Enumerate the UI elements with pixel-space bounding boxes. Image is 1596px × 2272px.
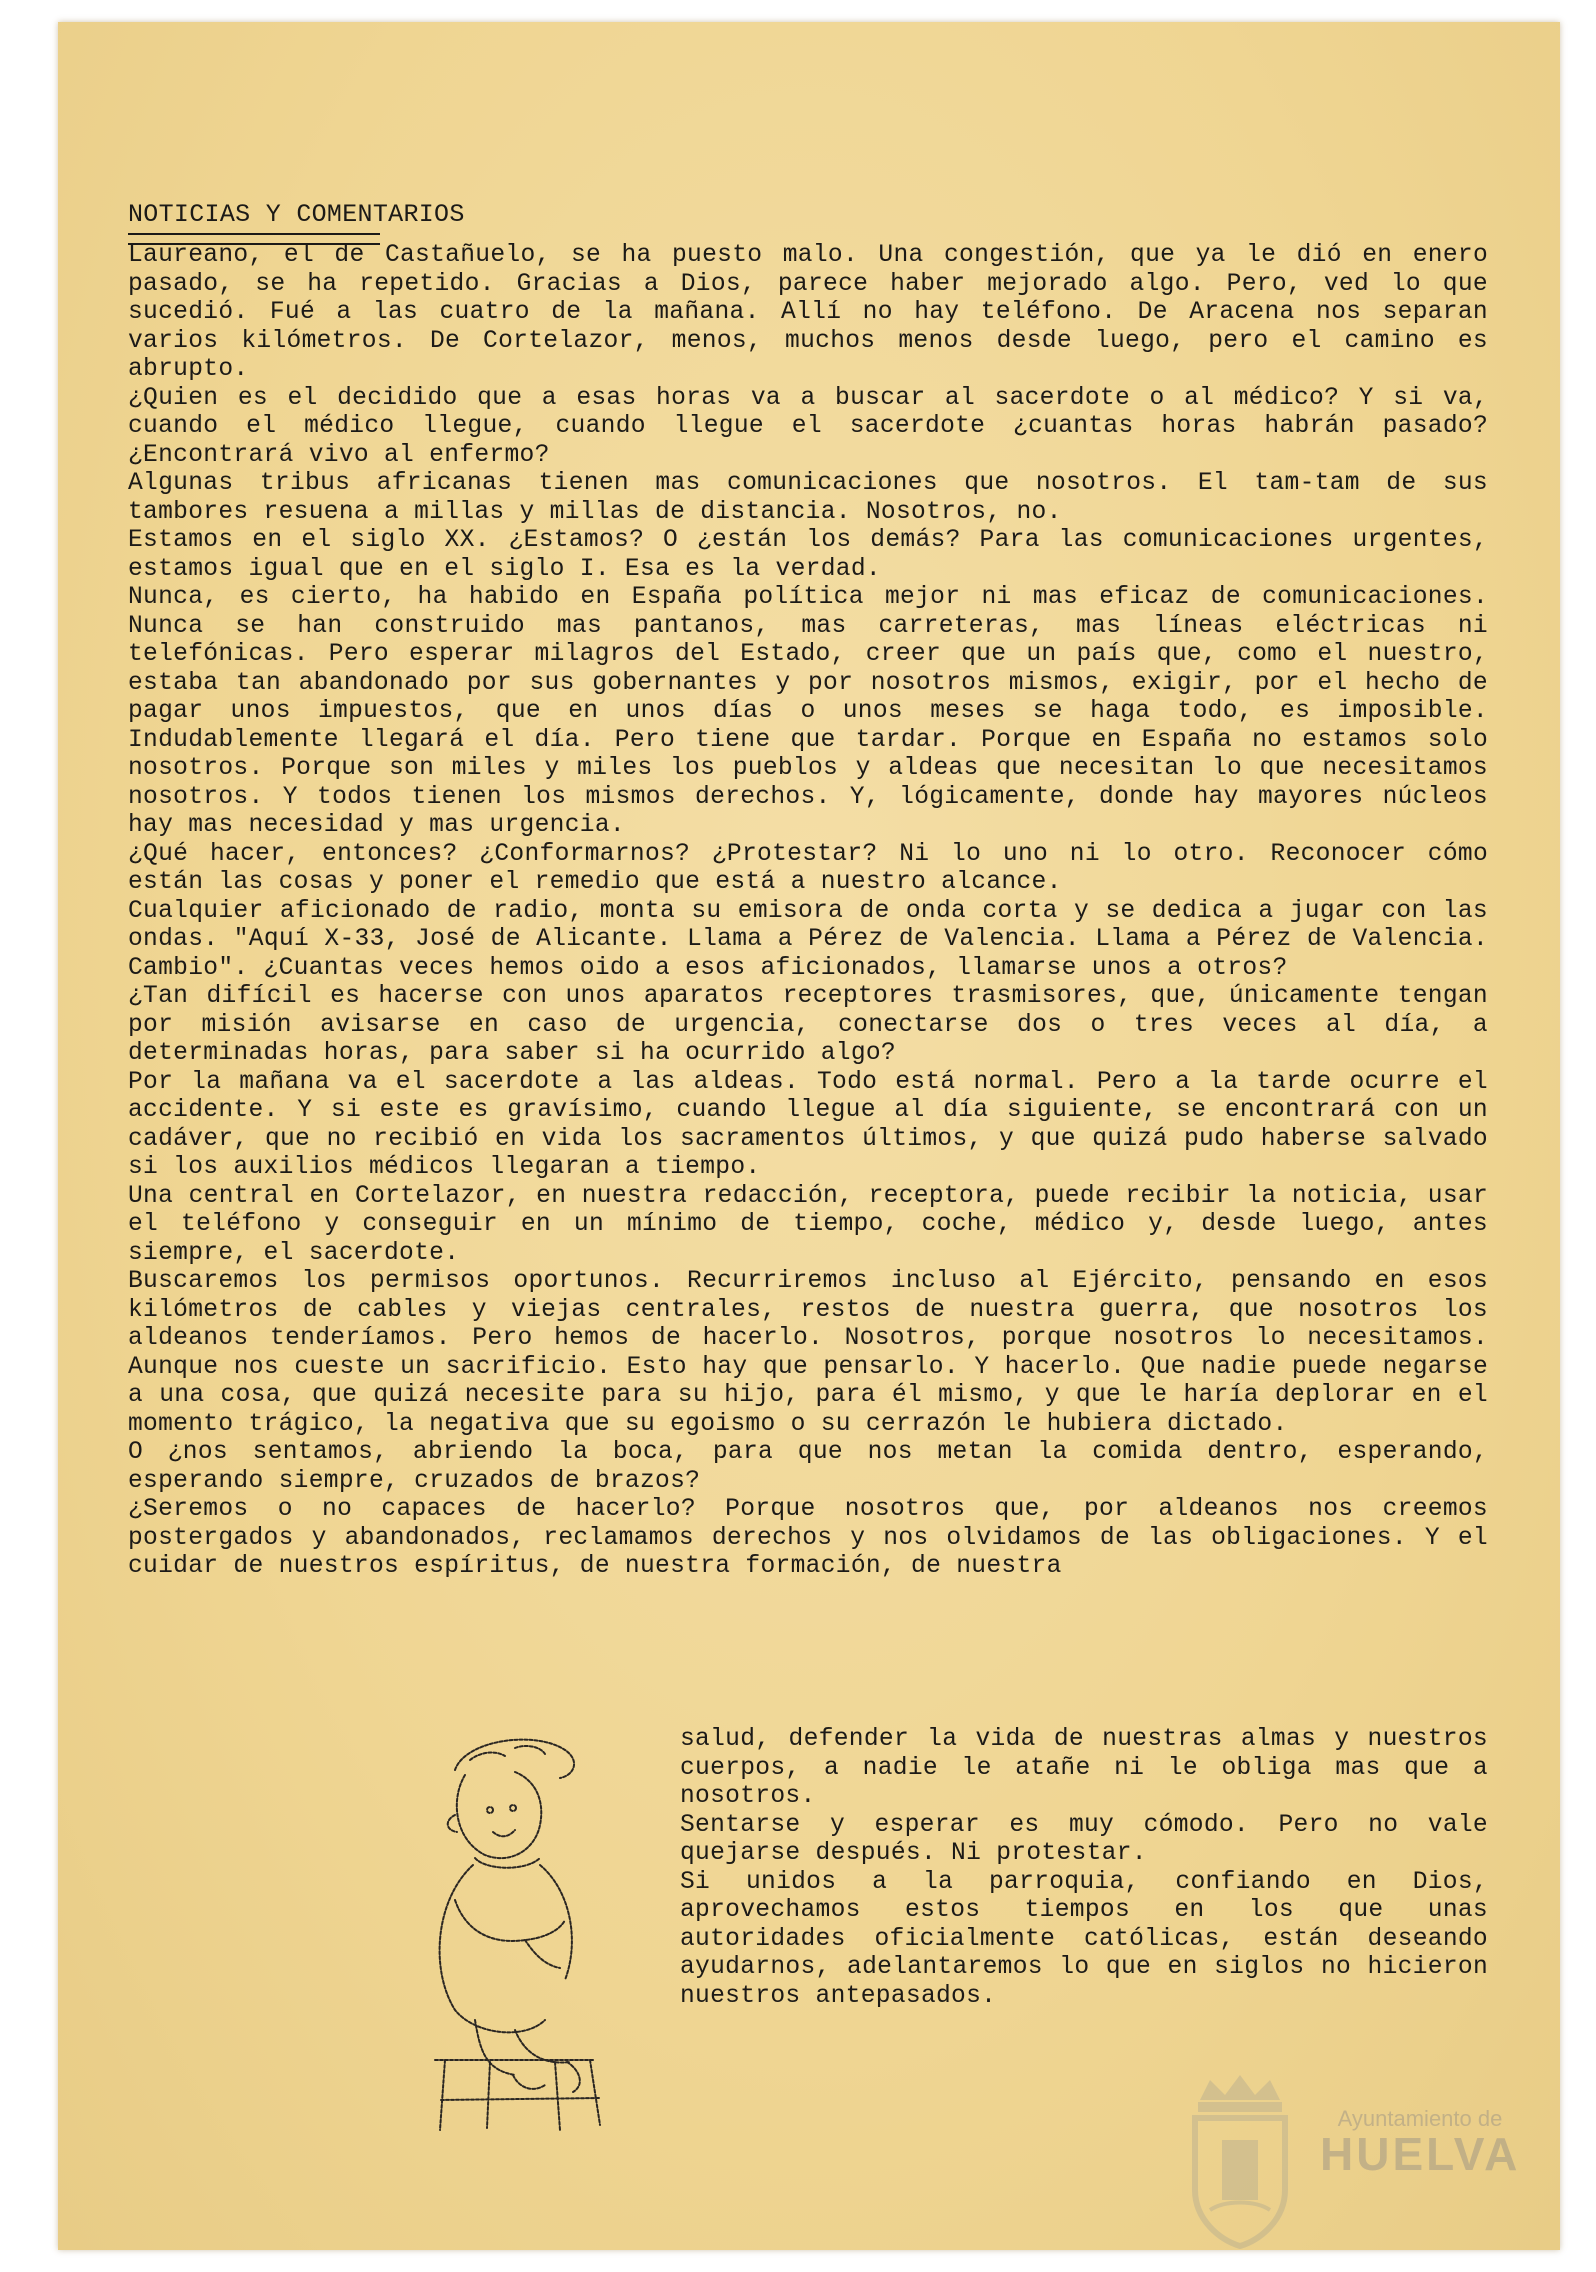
paragraph: ¿Qué hacer, entonces? ¿Conformarnos? ¿Protestar? Ni lo uno ni lo otro. Reconocer cómo están las cosas y poner el remedio que está a nuestro alcance. — [128, 840, 1488, 896]
paragraph: Cualquier aficionado de radio, monta su emisora de onda corta y se dedica a jugar con las ondas. "Aquí X-33, José de Alicante. Llama a Pérez de Valencia. Llama a Pérez de Valencia. Cambio". ¿Cuantas veces hemos oido a esos aficionados, llamarse unos a otros? — [128, 897, 1488, 982]
seated-child-sketch-icon — [395, 1730, 645, 2140]
paragraph: Una central en Cortelazor, en nuestra redacción, receptora, puede recibir la noticia, usar el teléfono y conseguir en un mínimo de tiempo, coche, médico y, desde luego, antes siempre, el sacerdote. — [128, 1182, 1488, 1267]
paragraph: ¿Seremos o no capaces de hacerlo? Porque nosotros que, por aldeanos nos creemos postergados y abandonados, reclamamos derechos y nos olvidamos de las obligaciones. Y el cuidar de nuestros espíritus, de nuestra formación, de nuestra — [128, 1496, 1488, 1580]
document-heading: NOTICIAS Y COMENTARIOS — [128, 200, 465, 229]
huelva-coat-of-arms-icon — [1180, 2070, 1300, 2250]
document-body — [128, 242, 1488, 1582]
paragraph: Sentarse y esperar es muy cómodo. Pero no vale quejarse después. Ni protestar. — [680, 1811, 1488, 1867]
document-body-continued — [680, 1726, 1488, 2011]
municipal-watermark — [1320, 2106, 1521, 2180]
paragraph: Algunas tribus africanas tienen mas comunicaciones que nosotros. El tam-tam de sus tambores resuena a millas y millas de distancia. Nosotros, no. — [128, 470, 1488, 526]
paragraph: Laureano, el de Castañuelo, se ha puesto malo. Una congestión, que ya le dió en enero pasado, se ha repetido. Gracias a Dios, parece haber mejorado algo. Pero, ved lo que sucedió. Fué a las cuatro de la mañana. Allí no hay teléfono. De Aracena nos separan varios kilómetros. De Cortelazor, menos, muchos menos desde luego, pero el camino es abrupto. — [128, 242, 1488, 383]
watermark-line-1: Ayuntamiento de — [1337, 2106, 1503, 2131]
watermark-line-2: HUELVA — [1320, 2128, 1521, 2180]
paragraph: ¿Tan difícil es hacerse con unos aparatos receptores trasmisores, que, únicamente tengan por misión avisarse en caso de urgencia, conectarse dos o tres veces al día, a determinadas horas, para saber si ha ocurrido algo? — [128, 983, 1488, 1067]
paragraph: Estamos en el siglo XX. ¿Estamos? O ¿están los demás? Para las comunicaciones urgentes, estamos igual que en el siglo I. Esa es la verdad. — [128, 527, 1488, 583]
paragraph: salud, defender la vida de nuestras almas y nuestros cuerpos, a nadie le atañe ni le obliga mas que a nosotros. — [680, 1726, 1488, 1810]
paragraph: Si unidos a la parroquia, confiando en Dios, aprovechamos estos tiempos en los que unas autoridades oficialmente católicas, están deseando ayudarnos, adelantaremos lo que en siglos no hicieron nuestros antepasados. — [680, 1868, 1488, 2010]
paragraph: ¿Quien es el decidido que a esas horas va a buscar al sacerdote o al médico? Y si va, cuando el médico llegue, cuando llegue el sacerdote ¿cuantas horas habrán pasado? ¿Encontrará vivo al enfermo? — [128, 384, 1488, 469]
paragraph: Nunca, es cierto, ha habido en España política mejor ni mas eficaz de comunicaciones. Nunca se han construido mas pantanos, mas carreteras, mas líneas eléctricas ni telefónicas. Pero esperar milagros del Estado, creer que un país que, como el nuestro, estaba tan abandonado por sus gobernantes y por nosotros mismos, exigir, por el hecho de pagar unos impuestos, que en unos días o unos meses se haga todo, es imposible. Indudablemente llegará el día. Pero tiene que tardar. Porque en España no estamos solo nosotros. Porque son miles y miles los pueblos y aldeas que necesitan lo que necesitamos nosotros. Y todos tienen los mismos derechos. Y, lógicamente, donde hay mayores núcleos hay mas necesidad y mas urgencia. — [128, 584, 1488, 839]
paragraph: Por la mañana va el sacerdote a las aldeas. Todo está normal. Pero a la tarde ocurre el accidente. Y si este es gravísimo, cuando llegue al día siguiente, se encontrará con un cadáver, que no recibió en vida los sacramentos últimos, y que quizá pudo haberse salvado si los auxilios médicos llegaran a tiempo. — [128, 1068, 1488, 1181]
paragraph: Buscaremos los permisos oportunos. Recurriremos incluso al Ejército, pensando en esos kilómetros de cables y viejas centrales, restos de nuestra guerra, que nosotros los aldeanos tenderíamos. Pero hemos de hacerlo. Nosotros, porque nosotros lo necesitamos. Aunque nos cueste un sacrificio. Esto hay que pensarlo. Y hacerlo. Que nadie puede negarse a una cosa, que quizá necesite para su hijo, para él mismo, y que le haría deplorar en el momento trágico, la negativa que su egoismo o su cerrazón le hubiera dictado. — [128, 1268, 1488, 1438]
paragraph: O ¿nos sentamos, abriendo la boca, para que nos metan la comida dentro, esperando, esperando siempre, cruzados de brazos? — [128, 1439, 1488, 1495]
